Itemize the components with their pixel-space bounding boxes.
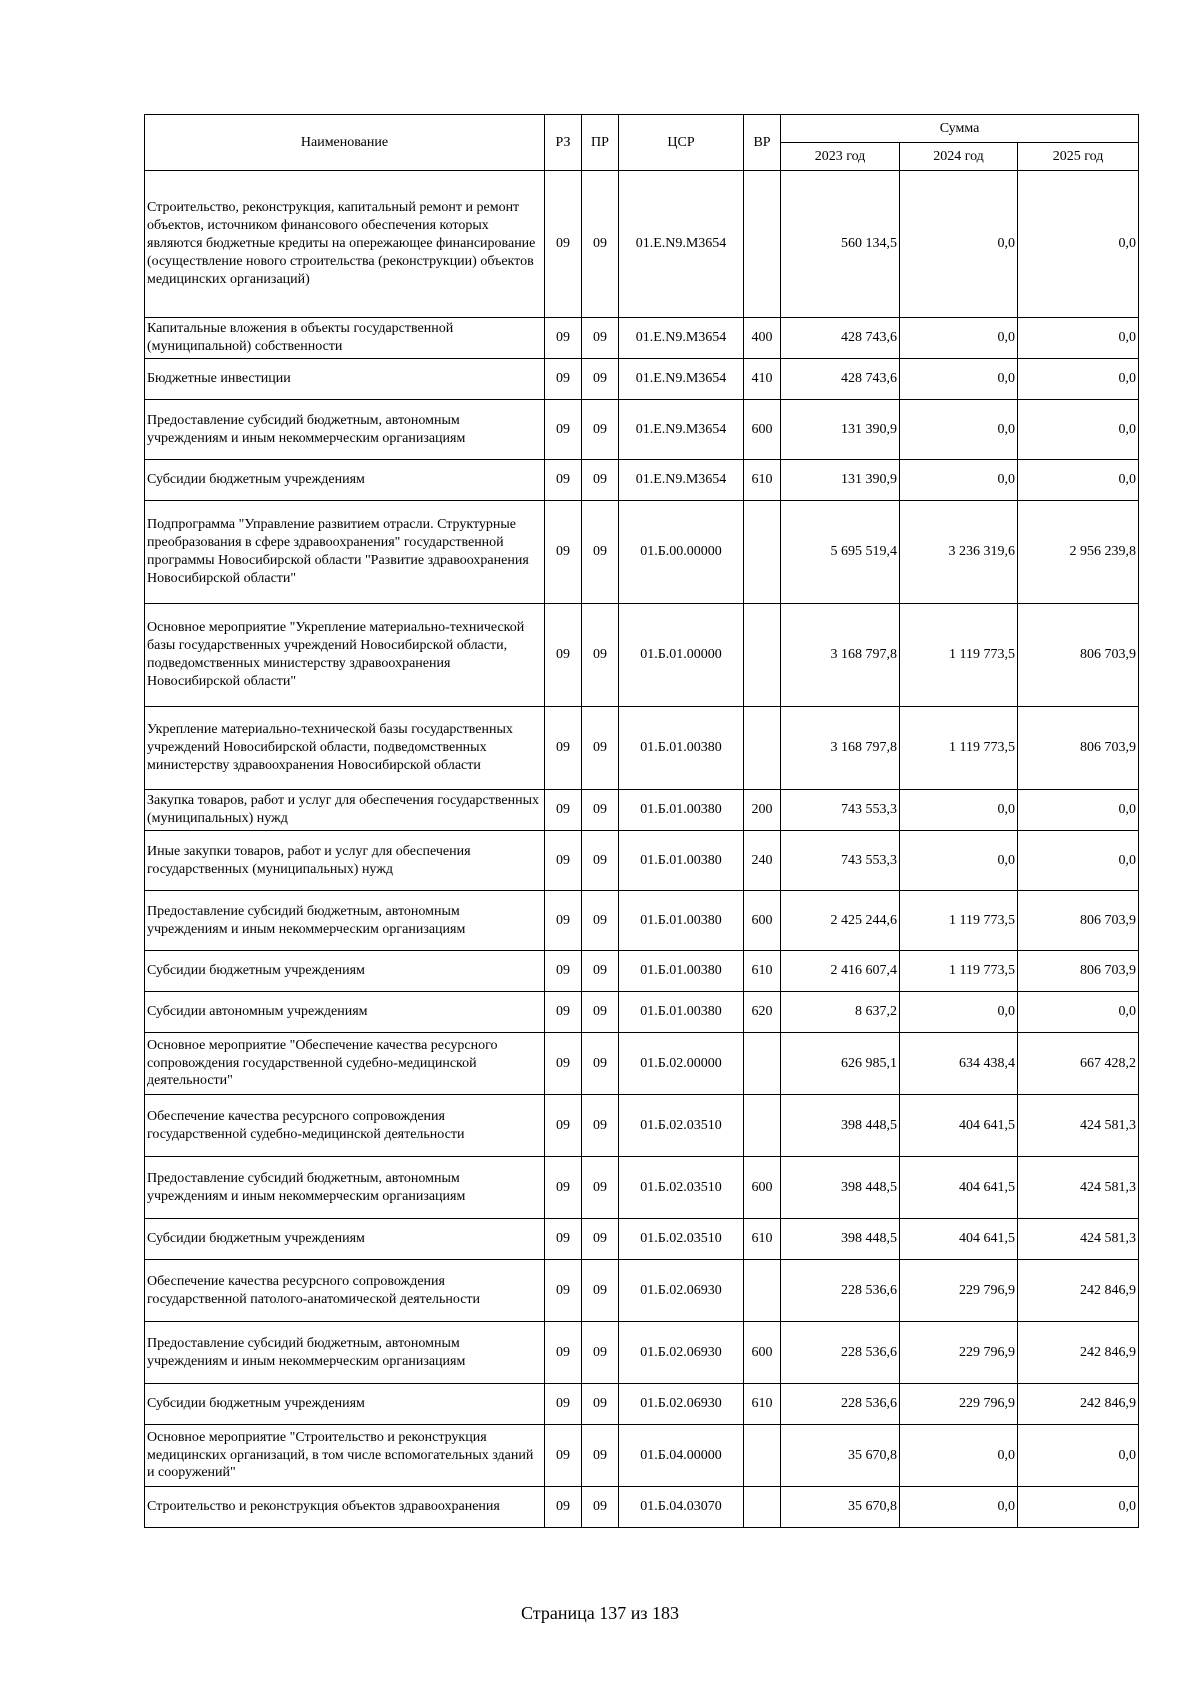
row-rz: 09 (545, 318, 582, 359)
row-pr: 09 (582, 400, 619, 460)
row-sum-2023: 3 168 797,8 (781, 604, 900, 707)
row-name: Субсидии бюджетным учреждениям (145, 1384, 545, 1425)
table-header (145, 115, 1139, 171)
table-row (145, 1322, 1139, 1384)
row-sum-2025: 424 581,3 (1018, 1157, 1139, 1219)
header-rz: РЗ (545, 115, 582, 171)
row-sum-2024: 0,0 (900, 400, 1018, 460)
row-csr: 01.Е.N9.М3654 (619, 460, 744, 501)
row-pr: 09 (582, 1425, 619, 1487)
row-sum-2025: 0,0 (1018, 1487, 1139, 1528)
row-name: Предоставление субсидий бюджетным, автономным учреждениям и иным некоммерческим организациям (145, 1157, 545, 1219)
row-sum-2024: 1 119 773,5 (900, 604, 1018, 707)
row-rz: 09 (545, 604, 582, 707)
row-name: Иные закупки товаров, работ и услуг для обеспечения государственных (муниципальных) нужд (145, 831, 545, 891)
row-sum-2023: 35 670,8 (781, 1425, 900, 1487)
table-row (145, 1219, 1139, 1260)
row-csr: 01.Б.02.06930 (619, 1322, 744, 1384)
row-csr: 01.Е.N9.М3654 (619, 318, 744, 359)
row-sum-2025: 424 581,3 (1018, 1219, 1139, 1260)
row-vr (744, 171, 781, 318)
row-rz: 09 (545, 1033, 582, 1095)
row-pr: 09 (582, 1487, 619, 1528)
row-vr: 400 (744, 318, 781, 359)
row-name: Обеспечение качества ресурсного сопровождения государственной патолого-анатомической деятельности (145, 1260, 545, 1322)
row-csr: 01.Б.02.06930 (619, 1384, 744, 1425)
row-rz: 09 (545, 992, 582, 1033)
row-rz: 09 (545, 1157, 582, 1219)
row-pr: 09 (582, 790, 619, 831)
row-rz: 09 (545, 1384, 582, 1425)
row-sum-2023: 3 168 797,8 (781, 707, 900, 790)
row-vr: 600 (744, 400, 781, 460)
row-sum-2023: 560 134,5 (781, 171, 900, 318)
row-sum-2023: 743 553,3 (781, 790, 900, 831)
table-row (145, 951, 1139, 992)
row-name: Закупка товаров, работ и услуг для обеспечения государственных (муниципальных) нужд (145, 790, 545, 831)
row-sum-2025: 0,0 (1018, 400, 1139, 460)
row-rz: 09 (545, 891, 582, 951)
row-vr: 610 (744, 1219, 781, 1260)
row-name: Предоставление субсидий бюджетным, автономным учреждениям и иным некоммерческим организациям (145, 1322, 545, 1384)
row-rz: 09 (545, 460, 582, 501)
row-vr: 610 (744, 951, 781, 992)
table-row (145, 831, 1139, 891)
row-csr: 01.Б.01.00380 (619, 992, 744, 1033)
row-sum-2025: 0,0 (1018, 992, 1139, 1033)
row-csr: 01.Б.01.00380 (619, 951, 744, 992)
row-name: Бюджетные инвестиции (145, 359, 545, 400)
table-row (145, 891, 1139, 951)
row-sum-2023: 228 536,6 (781, 1260, 900, 1322)
row-vr: 600 (744, 1322, 781, 1384)
row-vr: 600 (744, 1157, 781, 1219)
row-sum-2024: 229 796,9 (900, 1322, 1018, 1384)
row-sum-2024: 0,0 (900, 1425, 1018, 1487)
row-sum-2024: 0,0 (900, 831, 1018, 891)
row-name: Основное мероприятие "Строительство и реконструкция медицинских организаций, в том числе вспомогательных зданий и сооружений" (145, 1425, 545, 1487)
row-vr (744, 1425, 781, 1487)
row-sum-2023: 131 390,9 (781, 400, 900, 460)
row-rz: 09 (545, 171, 582, 318)
row-rz: 09 (545, 501, 582, 604)
table-row (145, 1033, 1139, 1095)
table-body (145, 171, 1139, 1528)
row-csr: 01.Б.01.00380 (619, 790, 744, 831)
row-sum-2023: 428 743,6 (781, 318, 900, 359)
row-rz: 09 (545, 707, 582, 790)
row-csr: 01.Б.01.00380 (619, 891, 744, 951)
row-vr (744, 1487, 781, 1528)
row-sum-2025: 0,0 (1018, 1425, 1139, 1487)
row-pr: 09 (582, 891, 619, 951)
header-vr: ВР (744, 115, 781, 171)
row-csr: 01.Б.00.00000 (619, 501, 744, 604)
table-row (145, 400, 1139, 460)
row-pr: 09 (582, 707, 619, 790)
row-rz: 09 (545, 790, 582, 831)
row-vr (744, 1033, 781, 1095)
row-sum-2025: 0,0 (1018, 790, 1139, 831)
row-name: Укрепление материально-технической базы государственных учреждений Новосибирской области, подведомственных министерству здравоохранения Новосибирской области (145, 707, 545, 790)
table-row (145, 604, 1139, 707)
row-sum-2023: 228 536,6 (781, 1384, 900, 1425)
row-sum-2023: 398 448,5 (781, 1095, 900, 1157)
row-name: Субсидии бюджетным учреждениям (145, 951, 545, 992)
row-vr (744, 707, 781, 790)
row-name: Субсидии бюджетным учреждениям (145, 460, 545, 501)
row-pr: 09 (582, 501, 619, 604)
row-sum-2025: 0,0 (1018, 318, 1139, 359)
row-csr: 01.Б.02.03510 (619, 1095, 744, 1157)
row-pr: 09 (582, 1095, 619, 1157)
row-sum-2023: 2 425 244,6 (781, 891, 900, 951)
table-row (145, 1260, 1139, 1322)
header-csr: ЦСР (619, 115, 744, 171)
row-vr: 610 (744, 1384, 781, 1425)
row-sum-2025: 806 703,9 (1018, 891, 1139, 951)
row-sum-2025: 806 703,9 (1018, 707, 1139, 790)
row-vr: 200 (744, 790, 781, 831)
row-pr: 09 (582, 951, 619, 992)
row-name: Предоставление субсидий бюджетным, автономным учреждениям и иным некоммерческим организациям (145, 891, 545, 951)
row-rz: 09 (545, 1219, 582, 1260)
row-pr: 09 (582, 1033, 619, 1095)
table-row (145, 1095, 1139, 1157)
row-vr (744, 604, 781, 707)
row-csr: 01.Б.02.00000 (619, 1033, 744, 1095)
row-sum-2024: 404 641,5 (900, 1095, 1018, 1157)
table-row (145, 501, 1139, 604)
header-year-2025: 2025 год (1018, 143, 1139, 171)
row-vr: 610 (744, 460, 781, 501)
row-pr: 09 (582, 604, 619, 707)
row-csr: 01.Е.N9.М3654 (619, 359, 744, 400)
row-sum-2024: 0,0 (900, 992, 1018, 1033)
row-csr: 01.Е.N9.М3654 (619, 400, 744, 460)
row-sum-2025: 0,0 (1018, 359, 1139, 400)
row-csr: 01.Б.01.00380 (619, 831, 744, 891)
table-row (145, 171, 1139, 318)
row-sum-2025: 242 846,9 (1018, 1322, 1139, 1384)
row-name: Подпрограмма "Управление развитием отрасли. Структурные преобразования в сфере здравоохранения" государственной программы Новосибирской области "Развитие здравоохранения Новосибирской области" (145, 501, 545, 604)
row-sum-2024: 3 236 319,6 (900, 501, 1018, 604)
row-sum-2023: 5 695 519,4 (781, 501, 900, 604)
header-year-2024: 2024 год (900, 143, 1018, 171)
row-sum-2024: 229 796,9 (900, 1260, 1018, 1322)
row-vr (744, 1095, 781, 1157)
header-pr: ПР (582, 115, 619, 171)
row-pr: 09 (582, 359, 619, 400)
row-sum-2024: 0,0 (900, 171, 1018, 318)
row-pr: 09 (582, 992, 619, 1033)
row-pr: 09 (582, 831, 619, 891)
row-vr: 240 (744, 831, 781, 891)
row-sum-2023: 398 448,5 (781, 1219, 900, 1260)
row-name: Строительство, реконструкция, капитальный ремонт и ремонт объектов, источником финансового обеспечения которых являются бюджетные кредиты на опережающее финансирование (осуществление нового строительства (реконструкции) объектов медицинских организаций) (145, 171, 545, 318)
row-csr: 01.Б.04.00000 (619, 1425, 744, 1487)
row-pr: 09 (582, 318, 619, 359)
row-name: Предоставление субсидий бюджетным, автономным учреждениям и иным некоммерческим организациям (145, 400, 545, 460)
row-sum-2025: 0,0 (1018, 171, 1139, 318)
row-rz: 09 (545, 1095, 582, 1157)
row-name: Обеспечение качества ресурсного сопровождения государственной судебно-медицинской деятельности (145, 1095, 545, 1157)
table-row (145, 1487, 1139, 1528)
row-pr: 09 (582, 171, 619, 318)
table-row (145, 1425, 1139, 1487)
row-sum-2024: 1 119 773,5 (900, 951, 1018, 992)
table-row (145, 992, 1139, 1033)
header-year-2023: 2023 год (781, 143, 900, 171)
row-vr: 600 (744, 891, 781, 951)
row-vr (744, 501, 781, 604)
row-sum-2025: 806 703,9 (1018, 604, 1139, 707)
row-sum-2024: 0,0 (900, 318, 1018, 359)
row-sum-2024: 404 641,5 (900, 1157, 1018, 1219)
table-row (145, 1157, 1139, 1219)
row-sum-2023: 228 536,6 (781, 1322, 900, 1384)
page-number: Страница 137 из 183 (521, 1603, 679, 1623)
row-pr: 09 (582, 1157, 619, 1219)
row-sum-2023: 2 416 607,4 (781, 951, 900, 992)
row-csr: 01.Б.01.00380 (619, 707, 744, 790)
row-sum-2025: 806 703,9 (1018, 951, 1139, 992)
row-pr: 09 (582, 460, 619, 501)
row-csr: 01.Б.04.03070 (619, 1487, 744, 1528)
row-sum-2024: 0,0 (900, 460, 1018, 501)
table-row (145, 707, 1139, 790)
row-sum-2024: 229 796,9 (900, 1384, 1018, 1425)
row-sum-2023: 626 985,1 (781, 1033, 900, 1095)
table-row (145, 318, 1139, 359)
row-name: Основное мероприятие "Укрепление материально-технической базы государственных учреждений Новосибирской области, подведомственных министерству здравоохранения Новосибирской области" (145, 604, 545, 707)
row-sum-2023: 743 553,3 (781, 831, 900, 891)
row-name: Основное мероприятие "Обеспечение качества ресурсного сопровождения государственной судебно-медицинской деятельности" (145, 1033, 545, 1095)
row-sum-2025: 0,0 (1018, 831, 1139, 891)
row-sum-2024: 0,0 (900, 790, 1018, 831)
header-name: Наименование (145, 115, 545, 171)
row-sum-2023: 428 743,6 (781, 359, 900, 400)
row-sum-2024: 1 119 773,5 (900, 891, 1018, 951)
table-row (145, 1384, 1139, 1425)
row-pr: 09 (582, 1219, 619, 1260)
row-vr (744, 1260, 781, 1322)
row-sum-2024: 1 119 773,5 (900, 707, 1018, 790)
row-sum-2023: 131 390,9 (781, 460, 900, 501)
row-vr: 620 (744, 992, 781, 1033)
row-rz: 09 (545, 1425, 582, 1487)
row-sum-2023: 398 448,5 (781, 1157, 900, 1219)
row-rz: 09 (545, 1260, 582, 1322)
row-sum-2024: 0,0 (900, 359, 1018, 400)
row-csr: 01.Б.02.06930 (619, 1260, 744, 1322)
row-sum-2024: 634 438,4 (900, 1033, 1018, 1095)
row-csr: 01.Б.01.00000 (619, 604, 744, 707)
budget-table (144, 114, 1139, 1528)
row-rz: 09 (545, 400, 582, 460)
row-rz: 09 (545, 1487, 582, 1528)
row-sum-2025: 667 428,2 (1018, 1033, 1139, 1095)
row-pr: 09 (582, 1260, 619, 1322)
row-sum-2023: 35 670,8 (781, 1487, 900, 1528)
row-rz: 09 (545, 1322, 582, 1384)
row-csr: 01.Б.02.03510 (619, 1157, 744, 1219)
row-sum-2024: 404 641,5 (900, 1219, 1018, 1260)
row-sum-2025: 0,0 (1018, 460, 1139, 501)
row-name: Строительство и реконструкция объектов здравоохранения (145, 1487, 545, 1528)
row-sum-2025: 242 846,9 (1018, 1260, 1139, 1322)
row-sum-2024: 0,0 (900, 1487, 1018, 1528)
row-vr: 410 (744, 359, 781, 400)
row-rz: 09 (545, 951, 582, 992)
table-row (145, 790, 1139, 831)
row-pr: 09 (582, 1384, 619, 1425)
row-rz: 09 (545, 831, 582, 891)
table-row (145, 460, 1139, 501)
row-rz: 09 (545, 359, 582, 400)
header-sum: Сумма (781, 115, 1139, 143)
row-sum-2025: 242 846,9 (1018, 1384, 1139, 1425)
row-name: Субсидии автономным учреждениям (145, 992, 545, 1033)
row-csr: 01.Б.02.03510 (619, 1219, 744, 1260)
row-name: Капитальные вложения в объекты государственной (муниципальной) собственности (145, 318, 545, 359)
row-name: Субсидии бюджетным учреждениям (145, 1219, 545, 1260)
row-csr: 01.Е.N9.М3654 (619, 171, 744, 318)
row-sum-2025: 424 581,3 (1018, 1095, 1139, 1157)
row-sum-2023: 8 637,2 (781, 992, 900, 1033)
row-pr: 09 (582, 1322, 619, 1384)
row-sum-2025: 2 956 239,8 (1018, 501, 1139, 604)
table-row (145, 359, 1139, 400)
